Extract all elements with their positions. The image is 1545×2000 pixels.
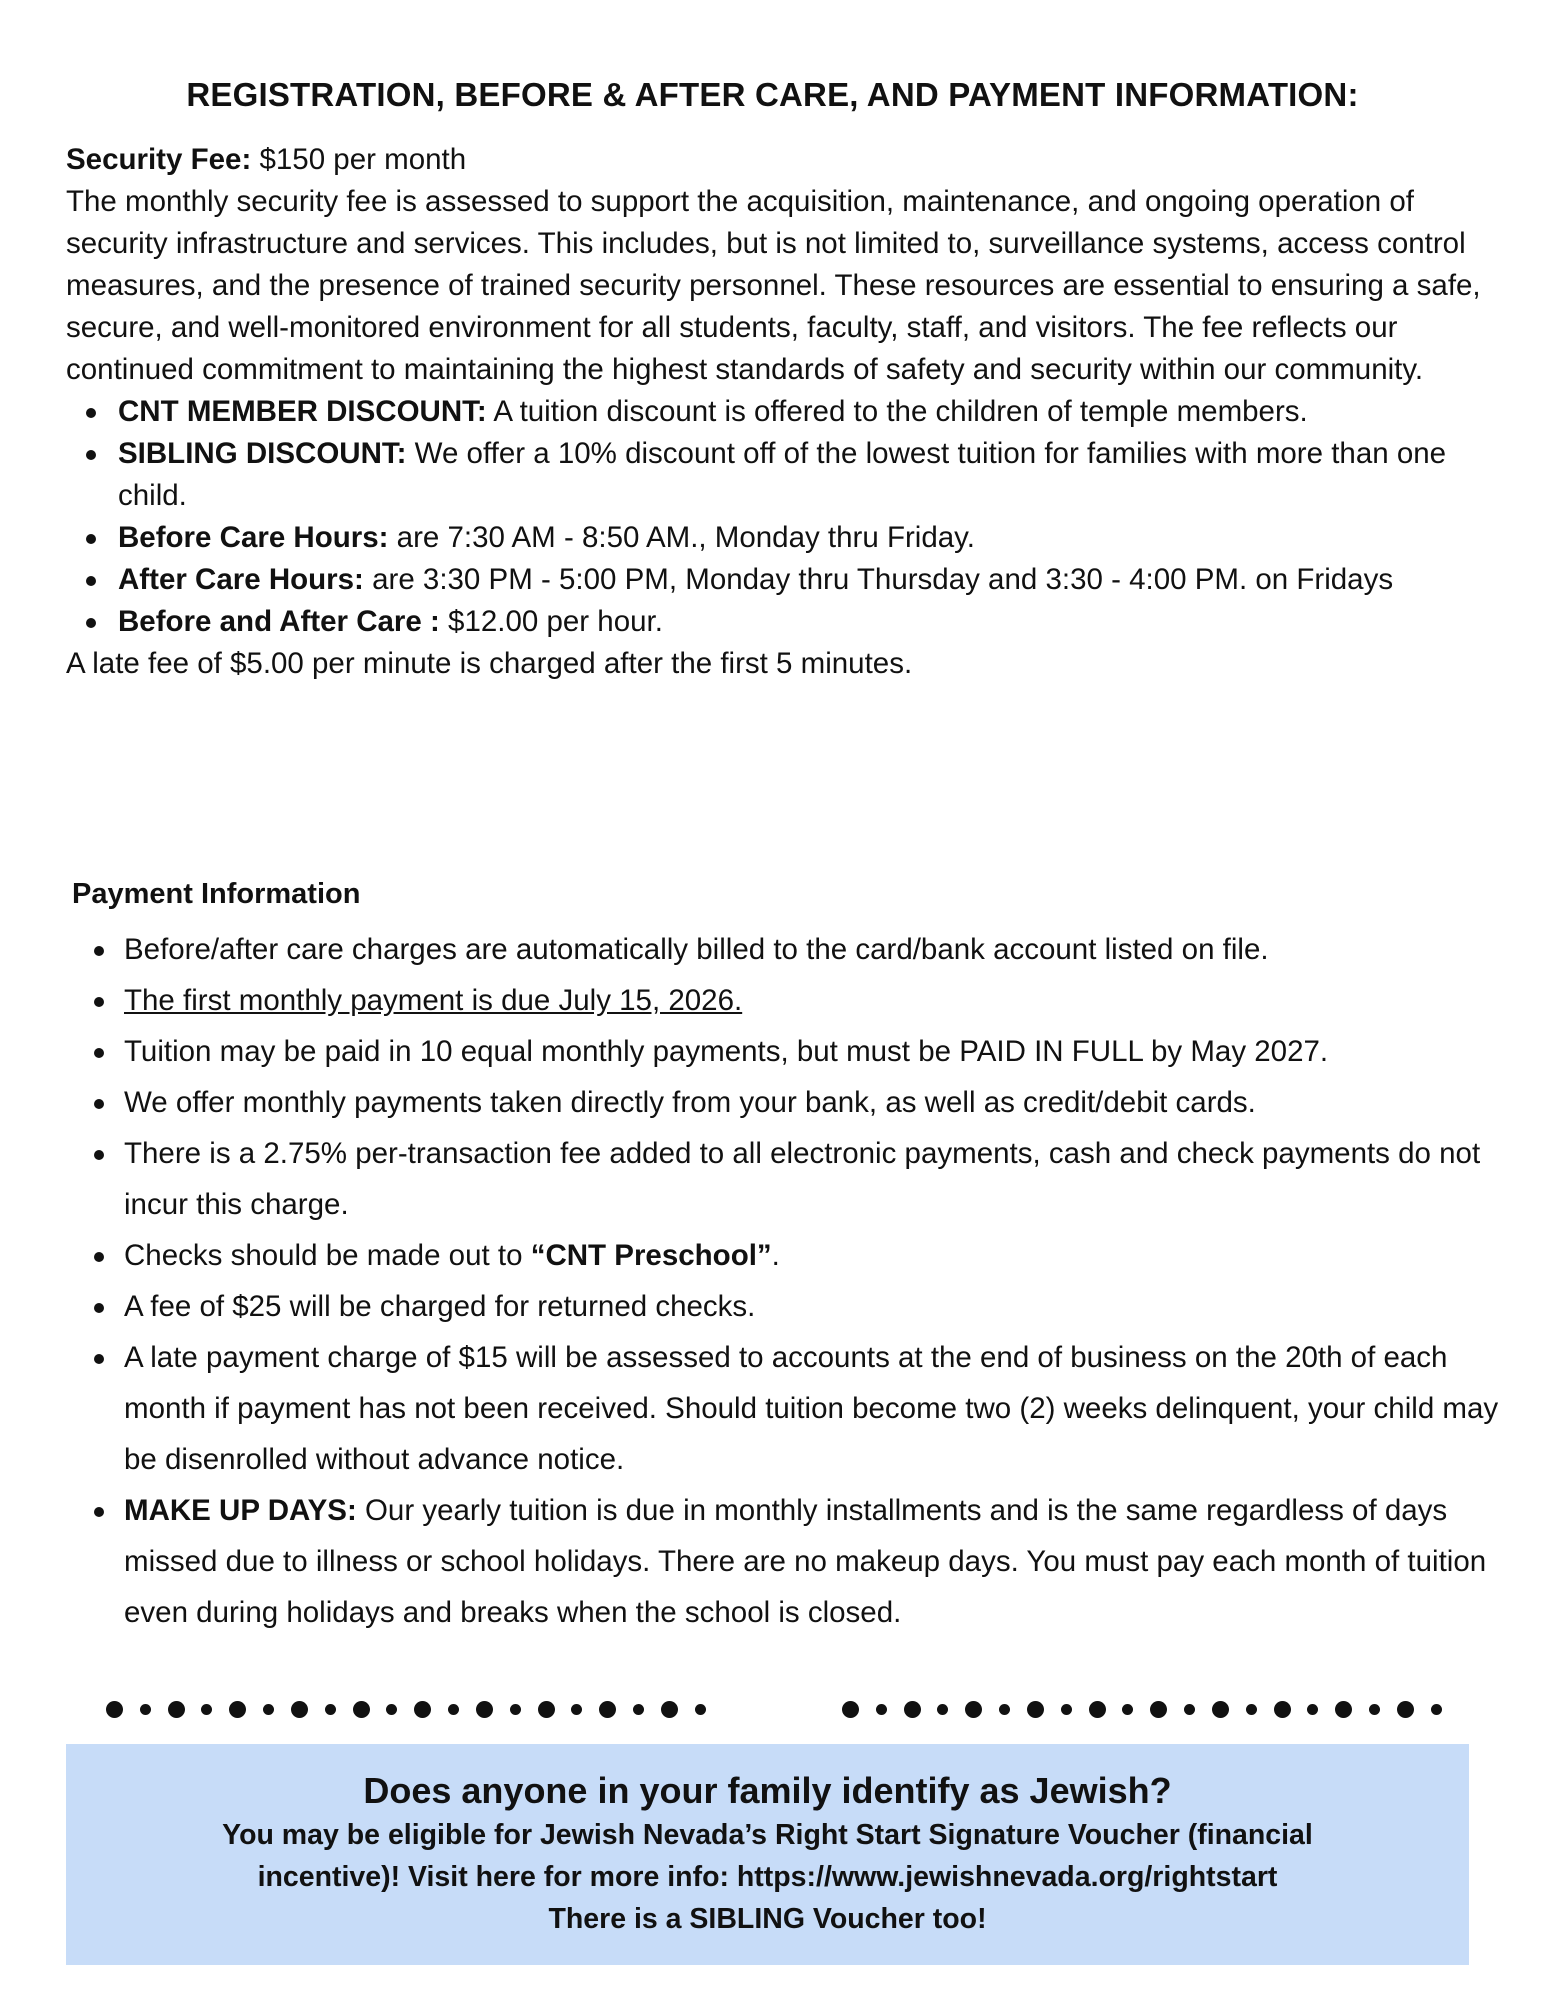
divider-dot [876,1704,887,1715]
divider-dot [1307,1704,1318,1715]
callout-line-3: There is a SIBLING Voucher too! [548,1903,987,1935]
list-item-checks [124,1230,1512,1281]
before-care-label: Before Care Hours: [118,521,389,554]
after-care-label: After Care Hours: [118,563,364,596]
divider-dot [904,1701,921,1718]
first-payment-text: The first monthly payment is due July 15, 2026. [124,984,743,1017]
divider-dot [1150,1701,1167,1718]
divider-dot [1431,1704,1442,1715]
divider-dot [1212,1701,1229,1718]
after-care-text: are 3:30 PM - 5:00 PM, Monday thru Thursday and 3:30 - 4:00 PM. on Fridays [363,563,1394,596]
divider-dot [538,1701,555,1718]
sibling-discount-label: SIBLING DISCOUNT: [118,437,407,470]
divider-dot [353,1701,370,1718]
makeup-days-text: Our yearly tuition is due in monthly installments and is the same regardless of days missed due to illness or school holidays. There are no makeup days. You must pay each month of tuition even during holidays and breaks when the school is closed. [124,1494,1487,1629]
divider-dot [1089,1701,1106,1718]
list-item-member-discount [118,391,1486,433]
divider-dot [263,1704,274,1715]
divider-dot [201,1704,212,1715]
sibling-discount-text: We offer a 10% discount off of the lowest tuition for families with more than one child. [118,437,1447,512]
divider-dot [633,1704,644,1715]
payment-heading: Payment Information [72,878,361,910]
divider-dot [1061,1704,1072,1715]
callout-title: Does anyone in your family identify as Jewish? [363,1770,1172,1811]
late-fee-note: A late fee of $5.00 per minute is charged after the first 5 minutes. [66,647,913,680]
security-section [66,139,1486,685]
security-fee-description: The monthly security fee is assessed to support the acquisition, maintenance, and ongoing operation of security infrastructure and services. This includes, but is not limited to, surveillance systems, access control measures, and the presence of trained security personnel. These resources are essential to ensuring a safe, secure, and well-monitored environment for all students, faculty, staff, and visitors. The fee reflects our continued commitment to maintaining the highest standards of safety and security within our community. [66,185,1481,386]
before-after-rate-text: $12.00 per hour. [439,605,663,638]
makeup-days-label: MAKE UP DAYS: [124,1494,357,1527]
list-item-after-care [118,559,1486,601]
checks-payee: “CNT Preschool” [530,1239,772,1272]
divider-dot [291,1701,308,1718]
divider-dot [842,1701,859,1718]
before-after-rate-label: Before and After Care : [118,605,440,638]
divider-dot [1369,1704,1380,1715]
divider-dot [510,1704,521,1715]
divider-dot [106,1701,123,1718]
divider-dot [476,1701,493,1718]
callout-line-1: You may be eligible for Jewish Nevada’s Right Start Signature Voucher (financial [222,1819,1313,1851]
before-care-text: are 7:30 AM - 8:50 AM., Monday thru Friday. [388,521,975,554]
discount-list [66,391,1486,643]
dot-divider-left [106,1697,706,1721]
divider-dot [140,1704,151,1715]
security-fee-line [66,139,1486,181]
divider-dot [1246,1704,1257,1715]
divider-dot [1184,1704,1195,1715]
list-item-before-after-rate [118,601,1486,643]
divider-dot [1274,1701,1291,1718]
divider-dot [695,1704,706,1715]
page-title: REGISTRATION, BEFORE & AFTER CARE, AND PAYMENT INFORMATION: [186,76,1359,113]
checks-suffix: . [771,1239,780,1272]
callout-body [66,1814,1469,1940]
divider-dot [168,1701,185,1718]
voucher-callout [66,1744,1469,1965]
divider-dot [1027,1701,1044,1718]
member-discount-text: A tuition discount is offered to the children of temple members. [486,395,1308,428]
list-item-tuition: Tuition may be paid in 10 equal monthly payments, but must be PAID IN FULL by May 2027. [124,1026,1512,1077]
payment-list [72,924,1512,1638]
list-item-returned-checks: A fee of $25 will be charged for returned checks. [124,1281,1512,1332]
checks-prefix: Checks should be made out to [124,1239,531,1272]
divider-dot [1335,1701,1352,1718]
divider-dot [599,1701,616,1718]
list-item-sibling-discount [118,433,1486,517]
divider-dot [937,1704,948,1715]
security-fee-label: Security Fee: [66,143,252,176]
security-fee-amount: $150 per month [251,143,467,176]
divider-dot [661,1701,678,1718]
list-item-billing: Before/after care charges are automatically billed to the card/bank account listed on file. [124,924,1512,975]
list-item-makeup-days [124,1485,1512,1638]
divider-dot [229,1701,246,1718]
divider-dot [448,1704,459,1715]
list-item-bank: We offer monthly payments taken directly from your bank, as well as credit/debit cards. [124,1077,1512,1128]
list-item-before-care [118,517,1486,559]
list-item-first-payment [124,975,1512,1026]
divider-dot [414,1701,431,1718]
callout-line-2: incentive)! Visit here for more info: https://www.jewishnevada.org/rightstart [257,1861,1278,1893]
divider-dot [571,1704,582,1715]
divider-dot [1122,1704,1133,1715]
member-discount-label: CNT MEMBER DISCOUNT: [118,395,487,428]
list-item-transaction-fee: There is a 2.75% per-transaction fee added to all electronic payments, cash and check payments do not incur this charge. [124,1128,1512,1230]
divider-dot [1397,1701,1414,1718]
payment-section [72,924,1512,1638]
divider-dot [999,1704,1010,1715]
divider-dot [325,1704,336,1715]
divider-dot [386,1704,397,1715]
list-item-late-payment: A late payment charge of $15 will be assessed to accounts at the end of business on the 20th of each month if payment has not been received. Should tuition become two (2) weeks delinquent, your child may be disenrolled without advance notice. [124,1332,1512,1485]
dot-divider-right [842,1697,1442,1721]
divider-dot [965,1701,982,1718]
